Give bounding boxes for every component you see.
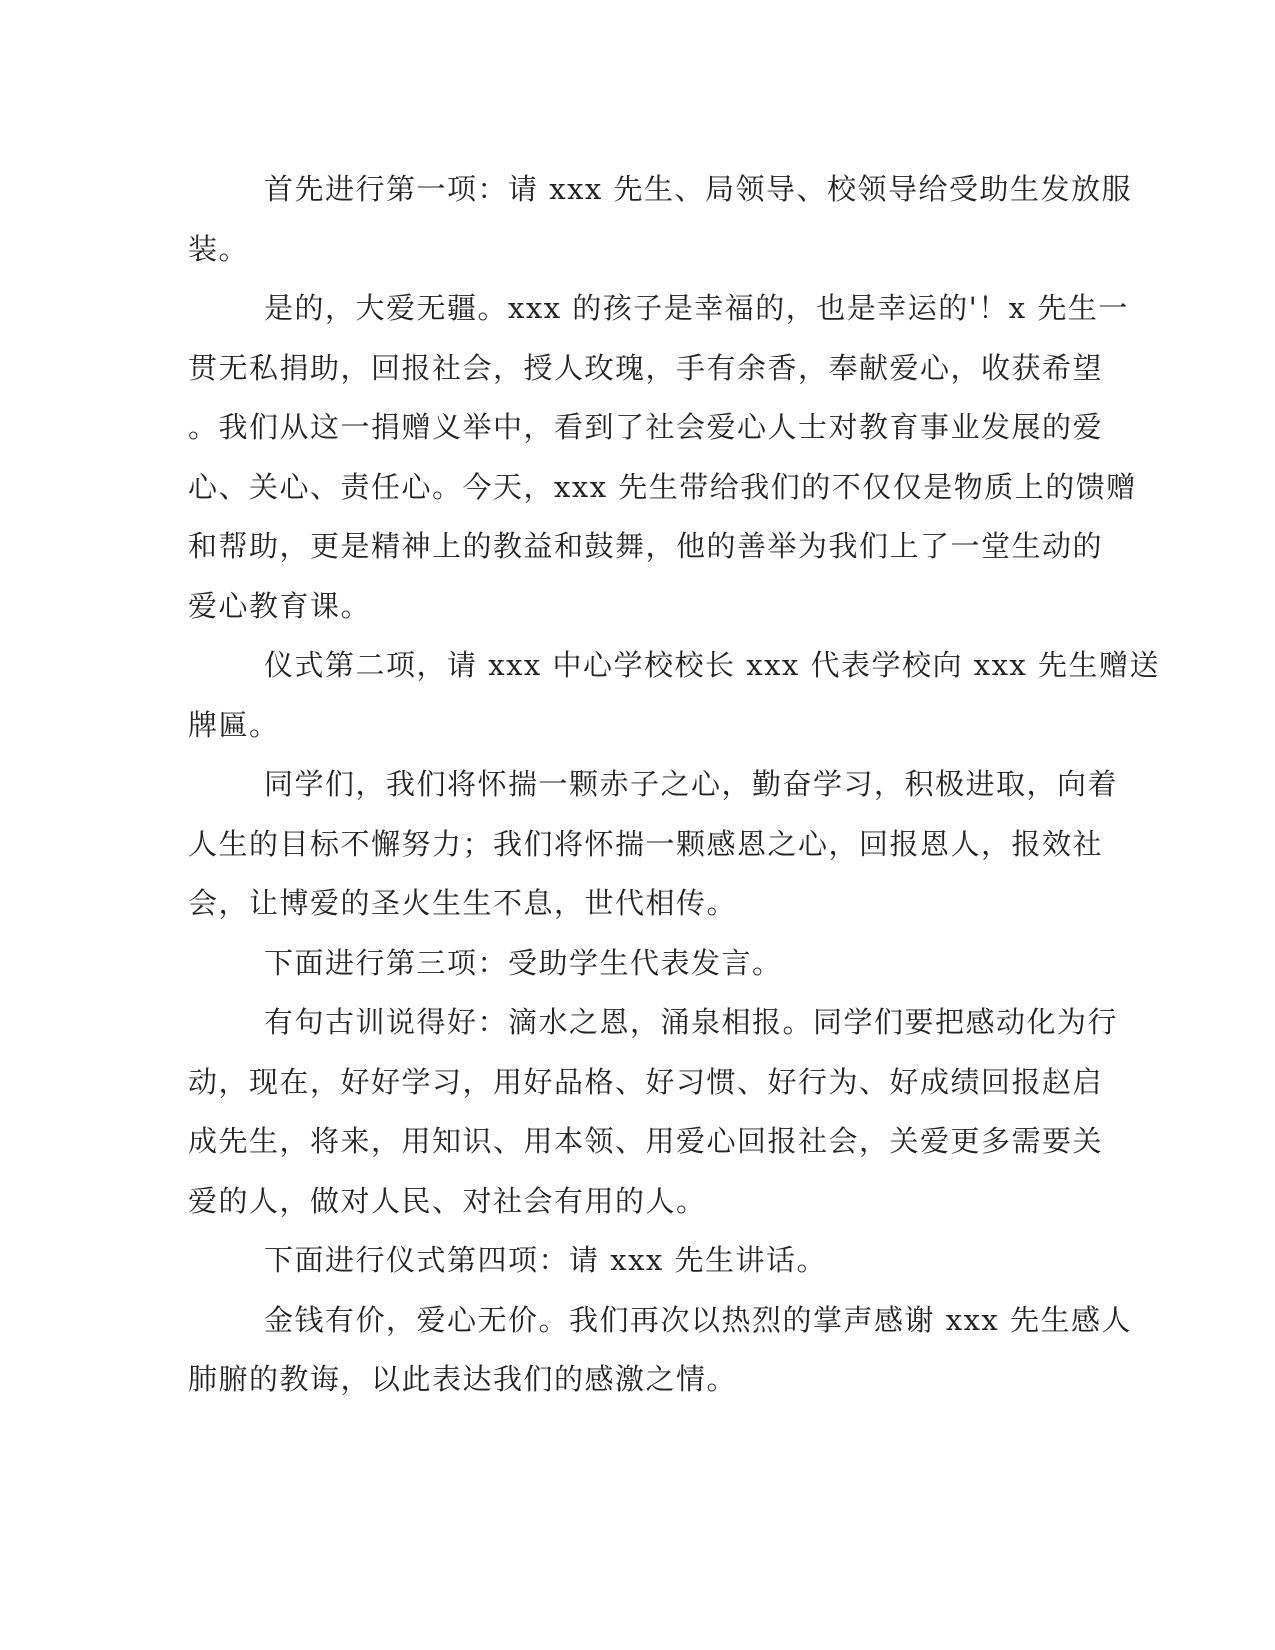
document-body (188, 160, 1161, 1410)
paragraph-2 (188, 279, 1137, 636)
paragraph-line: 心、关心、责任心。今天，xxx 先生带给我们的不仅仅是物质上的馈赠 (188, 469, 1137, 504)
paragraph-line: 是的，大爱无疆。xxx 的孩子是幸福的，也是幸运的'！x 先生一 (264, 291, 1129, 325)
paragraph-line: 仪式第二项，请 xxx 中心学校校长 xxx 代表学校向 xxx 先生赠送 (264, 648, 1161, 682)
paragraph-7 (188, 1231, 1068, 1291)
paragraph-line: 成先生，将来，用知识、用本领、用爱心回报社会，关爱更多需要关 (188, 1124, 1104, 1158)
paragraph-line: 贯无私捐助，回报社会，授人玫瑰，手有余香，奉献爱心，收获希望 (188, 350, 1104, 385)
paragraph-line: 下面进行第三项：受助学生代表发言。 (264, 945, 783, 980)
paragraph-line: 装。 (188, 231, 250, 266)
paragraph-line: 有句古训说得好：滴水之恩，涌泉相报。同学们要把感动化为行 (264, 1005, 1119, 1039)
paragraph-line: 首先进行第一项：请 xxx 先生、局领导、校领导给受助生发放服 (264, 172, 1133, 206)
paragraph-6 (188, 993, 1119, 1231)
paragraph-3 (188, 636, 1161, 755)
paragraph-line: 同学们，我们将怀揣一颗赤子之心，勤奋学习，积极进取，向着 (264, 767, 1119, 801)
paragraph-line: 牌匾。 (188, 707, 280, 742)
paragraph-line: 会，让博爱的圣火生生不息，世代相传。 (188, 886, 738, 920)
paragraph-line: 金钱有价，爱心无价。我们再次以热烈的掌声感谢 xxx 先生感人 (264, 1302, 1133, 1337)
paragraph-line: 下面进行仪式第四项：请 xxx 先生讲话。 (264, 1243, 828, 1277)
paragraph-4 (188, 755, 1119, 934)
paragraph-line: 。我们从这一捐赠义举中，看到了社会爱心人士对教育事业发展的爱 (188, 410, 1104, 444)
paragraph-line: 和帮助，更是精神上的教益和鼓舞，他的善举为我们上了一堂生动的 (188, 529, 1104, 563)
paragraph-5 (188, 934, 1068, 994)
paragraph-line: 肺腑的教诲，以此表达我们的感激之情。 (188, 1362, 738, 1396)
paragraph-line: 爱的人，做对人民、对社会有用的人。 (188, 1183, 707, 1218)
paragraph-8 (188, 1291, 1133, 1410)
paragraph-line: 人生的目标不懈努力；我们将怀揣一颗感恩之心，回报恩人，报效社 (188, 826, 1104, 861)
paragraph-line: 爱心教育课。 (188, 588, 372, 623)
paragraph-1 (188, 160, 1133, 279)
paragraph-line: 动，现在，好好学习，用好品格、好习惯、好行为、好成绩回报赵启 (188, 1064, 1104, 1099)
